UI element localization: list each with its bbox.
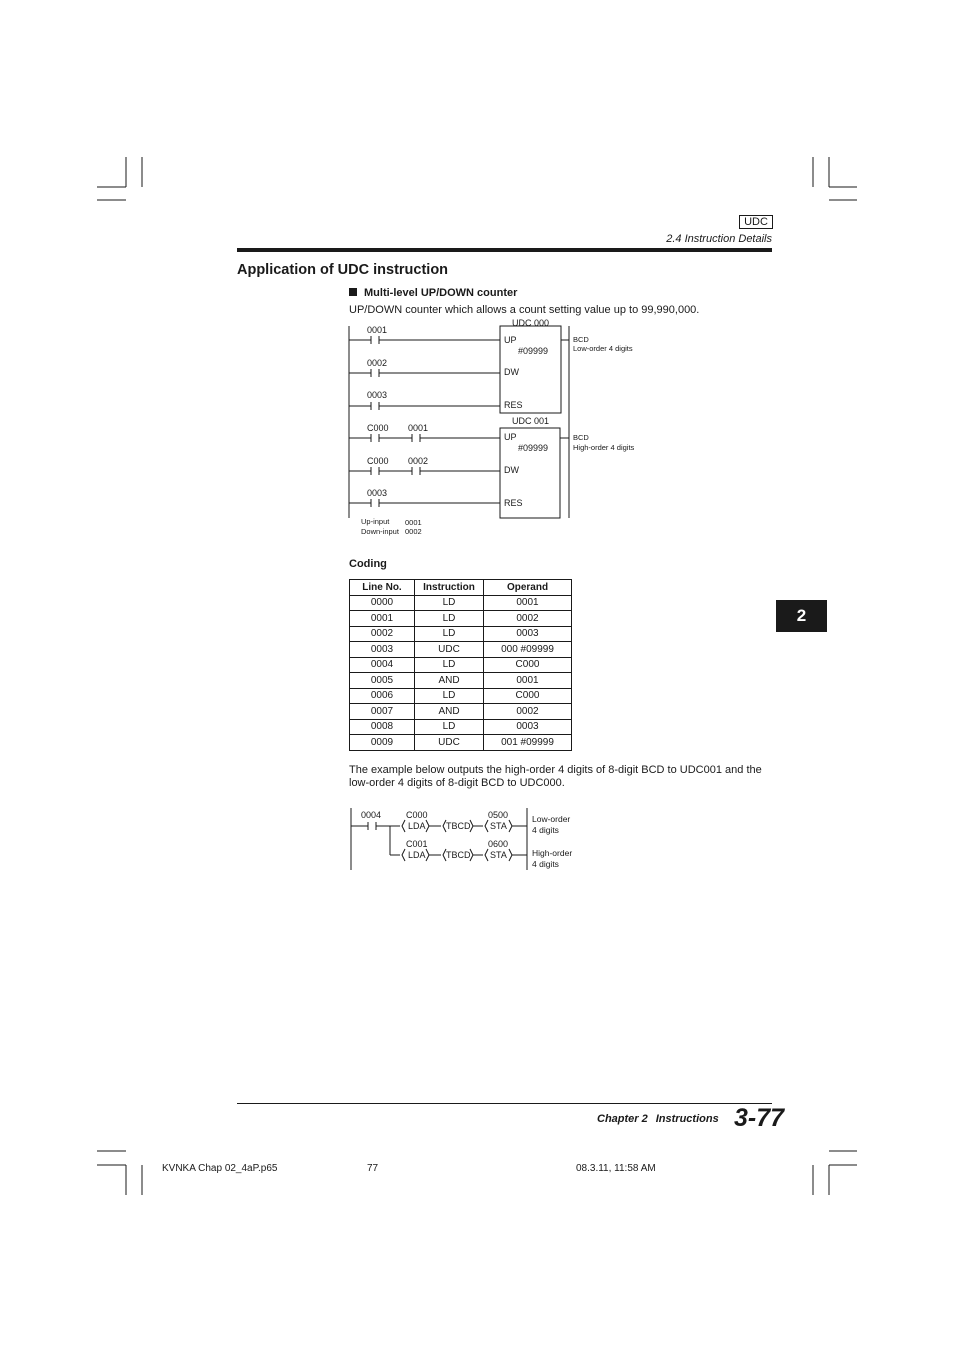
line-number-cell: 0005 xyxy=(350,673,415,689)
example-description: The example below outputs the high-order 4 digits of 8-digit BCD to UDC001 and the low-order 4 digits of 8-digit BCD to UDC000. xyxy=(349,764,762,789)
operand-label: C000 xyxy=(406,810,428,820)
page-number: 3-77 xyxy=(734,1104,785,1132)
subsection-title: Multi-level UP/DOWN counter xyxy=(364,287,518,299)
operand-cell: 0001 xyxy=(484,595,572,611)
operand-label: 0600 xyxy=(488,839,509,849)
instruction-label: TBCD xyxy=(446,850,471,860)
counter-input-label: DW xyxy=(504,367,519,377)
output-note: Low-order xyxy=(532,814,571,824)
counter-setting: #09999 xyxy=(518,346,549,356)
instruction-cell: UDC xyxy=(415,735,484,751)
operand-cell: 0002 xyxy=(484,704,572,720)
line-number-cell: 0004 xyxy=(350,657,415,673)
line-number-cell: 0006 xyxy=(350,688,415,704)
counter-output-label: BCD xyxy=(573,433,589,442)
line-number-cell: 0009 xyxy=(350,735,415,751)
slug-date: 08.3.11, 11:58 AM xyxy=(576,1163,656,1174)
contact-label: C000 xyxy=(367,456,389,466)
contact-label: 0002 xyxy=(367,358,388,368)
subsection-description: UP/DOWN counter which allows a count setting value up to 99,990,000. xyxy=(349,304,700,316)
instruction-cell: LD xyxy=(415,595,484,611)
footer-rule xyxy=(237,1103,772,1104)
operand-cell: 001 #09999 xyxy=(484,735,572,751)
counter-name: UDC 001 xyxy=(512,416,550,426)
counter-name: UDC 000 xyxy=(512,318,550,328)
operand-cell: C000 xyxy=(484,657,572,673)
counter-input-label: UP xyxy=(504,335,517,345)
instruction-cell: AND xyxy=(415,673,484,689)
output-note: High-order xyxy=(532,848,573,858)
footer-section-label: Instructions xyxy=(655,1113,719,1125)
line-number-cell: 0007 xyxy=(350,704,415,720)
instruction-cell: LD xyxy=(415,626,484,642)
operand-label: C001 xyxy=(406,839,428,849)
chapter-tab: 2 xyxy=(776,600,827,632)
coding-heading: Coding xyxy=(349,558,387,570)
slug-page: 77 xyxy=(367,1163,379,1174)
line-number-cell: 0001 xyxy=(350,611,415,627)
counter-output-label: BCD xyxy=(573,335,589,344)
footer-chapter xyxy=(597,1113,719,1125)
instruction-cell: AND xyxy=(415,704,484,720)
contact-label: 0003 xyxy=(367,390,388,400)
column-header: Operand xyxy=(484,580,572,596)
counter-input-label: DW xyxy=(504,465,519,475)
slug-filename: KVNKA Chap 02_4aP.p65 xyxy=(162,1163,278,1174)
legend-down-value: 0002 xyxy=(405,527,422,536)
line-number-cell: 0003 xyxy=(350,642,415,658)
instruction-cell: LD xyxy=(415,657,484,673)
output-note: 4 digits xyxy=(532,825,559,835)
operand-cell: 0003 xyxy=(484,626,572,642)
counter-output-note: Low-order 4 digits xyxy=(573,344,633,353)
line-number-cell: 0000 xyxy=(350,595,415,611)
page-title: Application of UDC instruction xyxy=(237,262,449,278)
counter-input-label: UP xyxy=(504,432,517,442)
instruction-cell: LD xyxy=(415,719,484,735)
instruction-cell: LD xyxy=(415,611,484,627)
column-header: Instruction xyxy=(415,580,484,596)
counter-output-note: High-order 4 digits xyxy=(573,443,635,452)
instruction-label: TBCD xyxy=(446,821,471,831)
instruction-cell: LD xyxy=(415,688,484,704)
legend-down-label: Down-input xyxy=(361,527,399,536)
operand-cell: C000 xyxy=(484,688,572,704)
instruction-cell: UDC xyxy=(415,642,484,658)
counter-input-label: RES xyxy=(504,498,523,508)
operand-cell: 0003 xyxy=(484,719,572,735)
contact-label: 0003 xyxy=(367,488,388,498)
footer-chapter-label: Chapter 2 xyxy=(597,1113,648,1125)
operand-cell: 000 #09999 xyxy=(484,642,572,658)
counter-setting: #09999 xyxy=(518,443,549,453)
output-note: 4 digits xyxy=(532,859,559,869)
contact-label: 0004 xyxy=(361,810,382,820)
instruction-tag: UDC xyxy=(739,215,773,229)
contact-label: C000 xyxy=(367,423,389,433)
instruction-label: LDA xyxy=(408,821,426,831)
contact-label: 0002 xyxy=(408,456,429,466)
line-number-cell: 0002 xyxy=(350,626,415,642)
instruction-label: STA xyxy=(490,821,507,831)
counter-input-label: RES xyxy=(504,400,523,410)
contact-label: 0001 xyxy=(408,423,429,433)
instruction-label: STA xyxy=(490,850,507,860)
operand-cell: 0002 xyxy=(484,611,572,627)
contact-label: 0001 xyxy=(367,325,388,335)
legend-up-value: 0001 xyxy=(405,518,422,527)
instruction-label: LDA xyxy=(408,850,426,860)
line-number-cell: 0008 xyxy=(350,719,415,735)
section-breadcrumb: 2.4 Instruction Details xyxy=(666,233,772,245)
column-header: Line No. xyxy=(350,580,415,596)
operand-cell: 0001 xyxy=(484,673,572,689)
operand-label: 0500 xyxy=(488,810,509,820)
legend-up-label: Up-input xyxy=(361,517,390,526)
